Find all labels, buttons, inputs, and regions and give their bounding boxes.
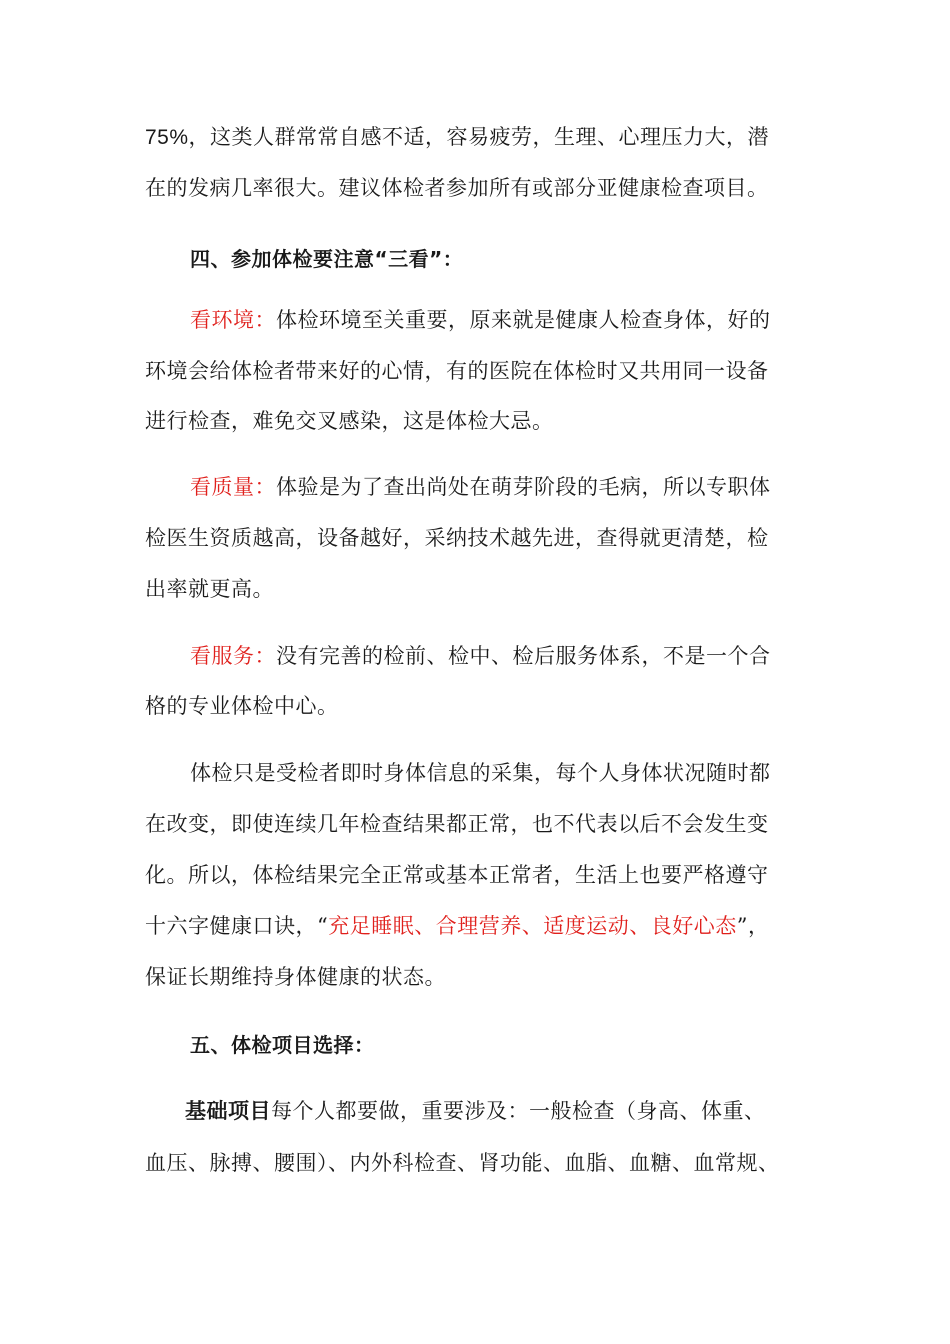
quality-line-1-text: 体验是为了查出尚处在萌芽阶段的毛病，所以专职体: [276, 475, 771, 499]
summary-line-2: 在改变，即使连续几年检查结果都正常，也不代表以后不会发生变: [145, 812, 769, 836]
summary-line-4-pre: 十六字健康口诀，“: [145, 914, 329, 938]
summary-line-3: 化。所以，体检结果完全正常或基本正常者，生活上也要严格遵守: [145, 863, 769, 887]
summary-line-5: 保证长期维持身体健康的状态。: [145, 965, 446, 989]
quality-line-1: [190, 472, 815, 502]
basic-line-1-text: 每个人都要做，重要涉及：一般检查（身高、体重、: [271, 1099, 766, 1123]
basic-label: 基础项目: [185, 1099, 271, 1123]
basic-line-2: 血压、脉搏、腰围）、内外科检查、肾功能、血脂、血糖、血常规、: [145, 1151, 780, 1175]
summary-line-4: [145, 911, 815, 941]
section-4-heading: 四、参加体检要注意“三看”：: [190, 247, 464, 271]
intro-line-2: 在的发病几率很大。建议体检者参加所有或部分亚健康检查项目。: [145, 176, 769, 200]
service-line-2: 格的专业体检中心。: [145, 694, 339, 718]
service-label: 看服务：: [190, 644, 276, 668]
quality-line-3: 出率就更高。: [145, 577, 274, 601]
env-label: 看环境：: [190, 308, 276, 332]
quality-label: 看质量：: [190, 475, 276, 499]
summary-line-1: 体检只是受检者即时身体信息的采集，每个人身体状况随时都: [190, 761, 771, 785]
basic-line-1: [185, 1096, 815, 1126]
env-line-1-text: 体检环境至关重要，原来就是健康人检查身体，好的: [276, 308, 771, 332]
intro-percentage: 75%: [145, 126, 189, 149]
env-line-2: 环境会给体检者带来好的心情，有的医院在体检时又共用同一设备: [145, 359, 769, 383]
service-line-1: [190, 641, 815, 671]
intro-line-1-text: ，这类人群常常自感不适，容易疲劳，生理、心理压力大，潜: [188, 125, 770, 149]
health-motto: 充足睡眠、合理营养、适度运动、良好心态: [328, 914, 737, 938]
summary-line-4-post: ”，: [736, 914, 770, 938]
env-line-3: 进行检查，难免交叉感染，这是体检大忌。: [145, 409, 554, 433]
section-5-heading: 五、体检项目选择：: [190, 1033, 375, 1057]
service-line-1-text: 没有完善的检前、检中、检后服务体系，不是一个合: [276, 644, 771, 668]
quality-line-2: 检医生资质越高，设备越好，采纳技术越先进，查得就更清楚，检: [145, 526, 769, 550]
env-line-1: [190, 305, 815, 335]
intro-line-1: [145, 122, 815, 153]
